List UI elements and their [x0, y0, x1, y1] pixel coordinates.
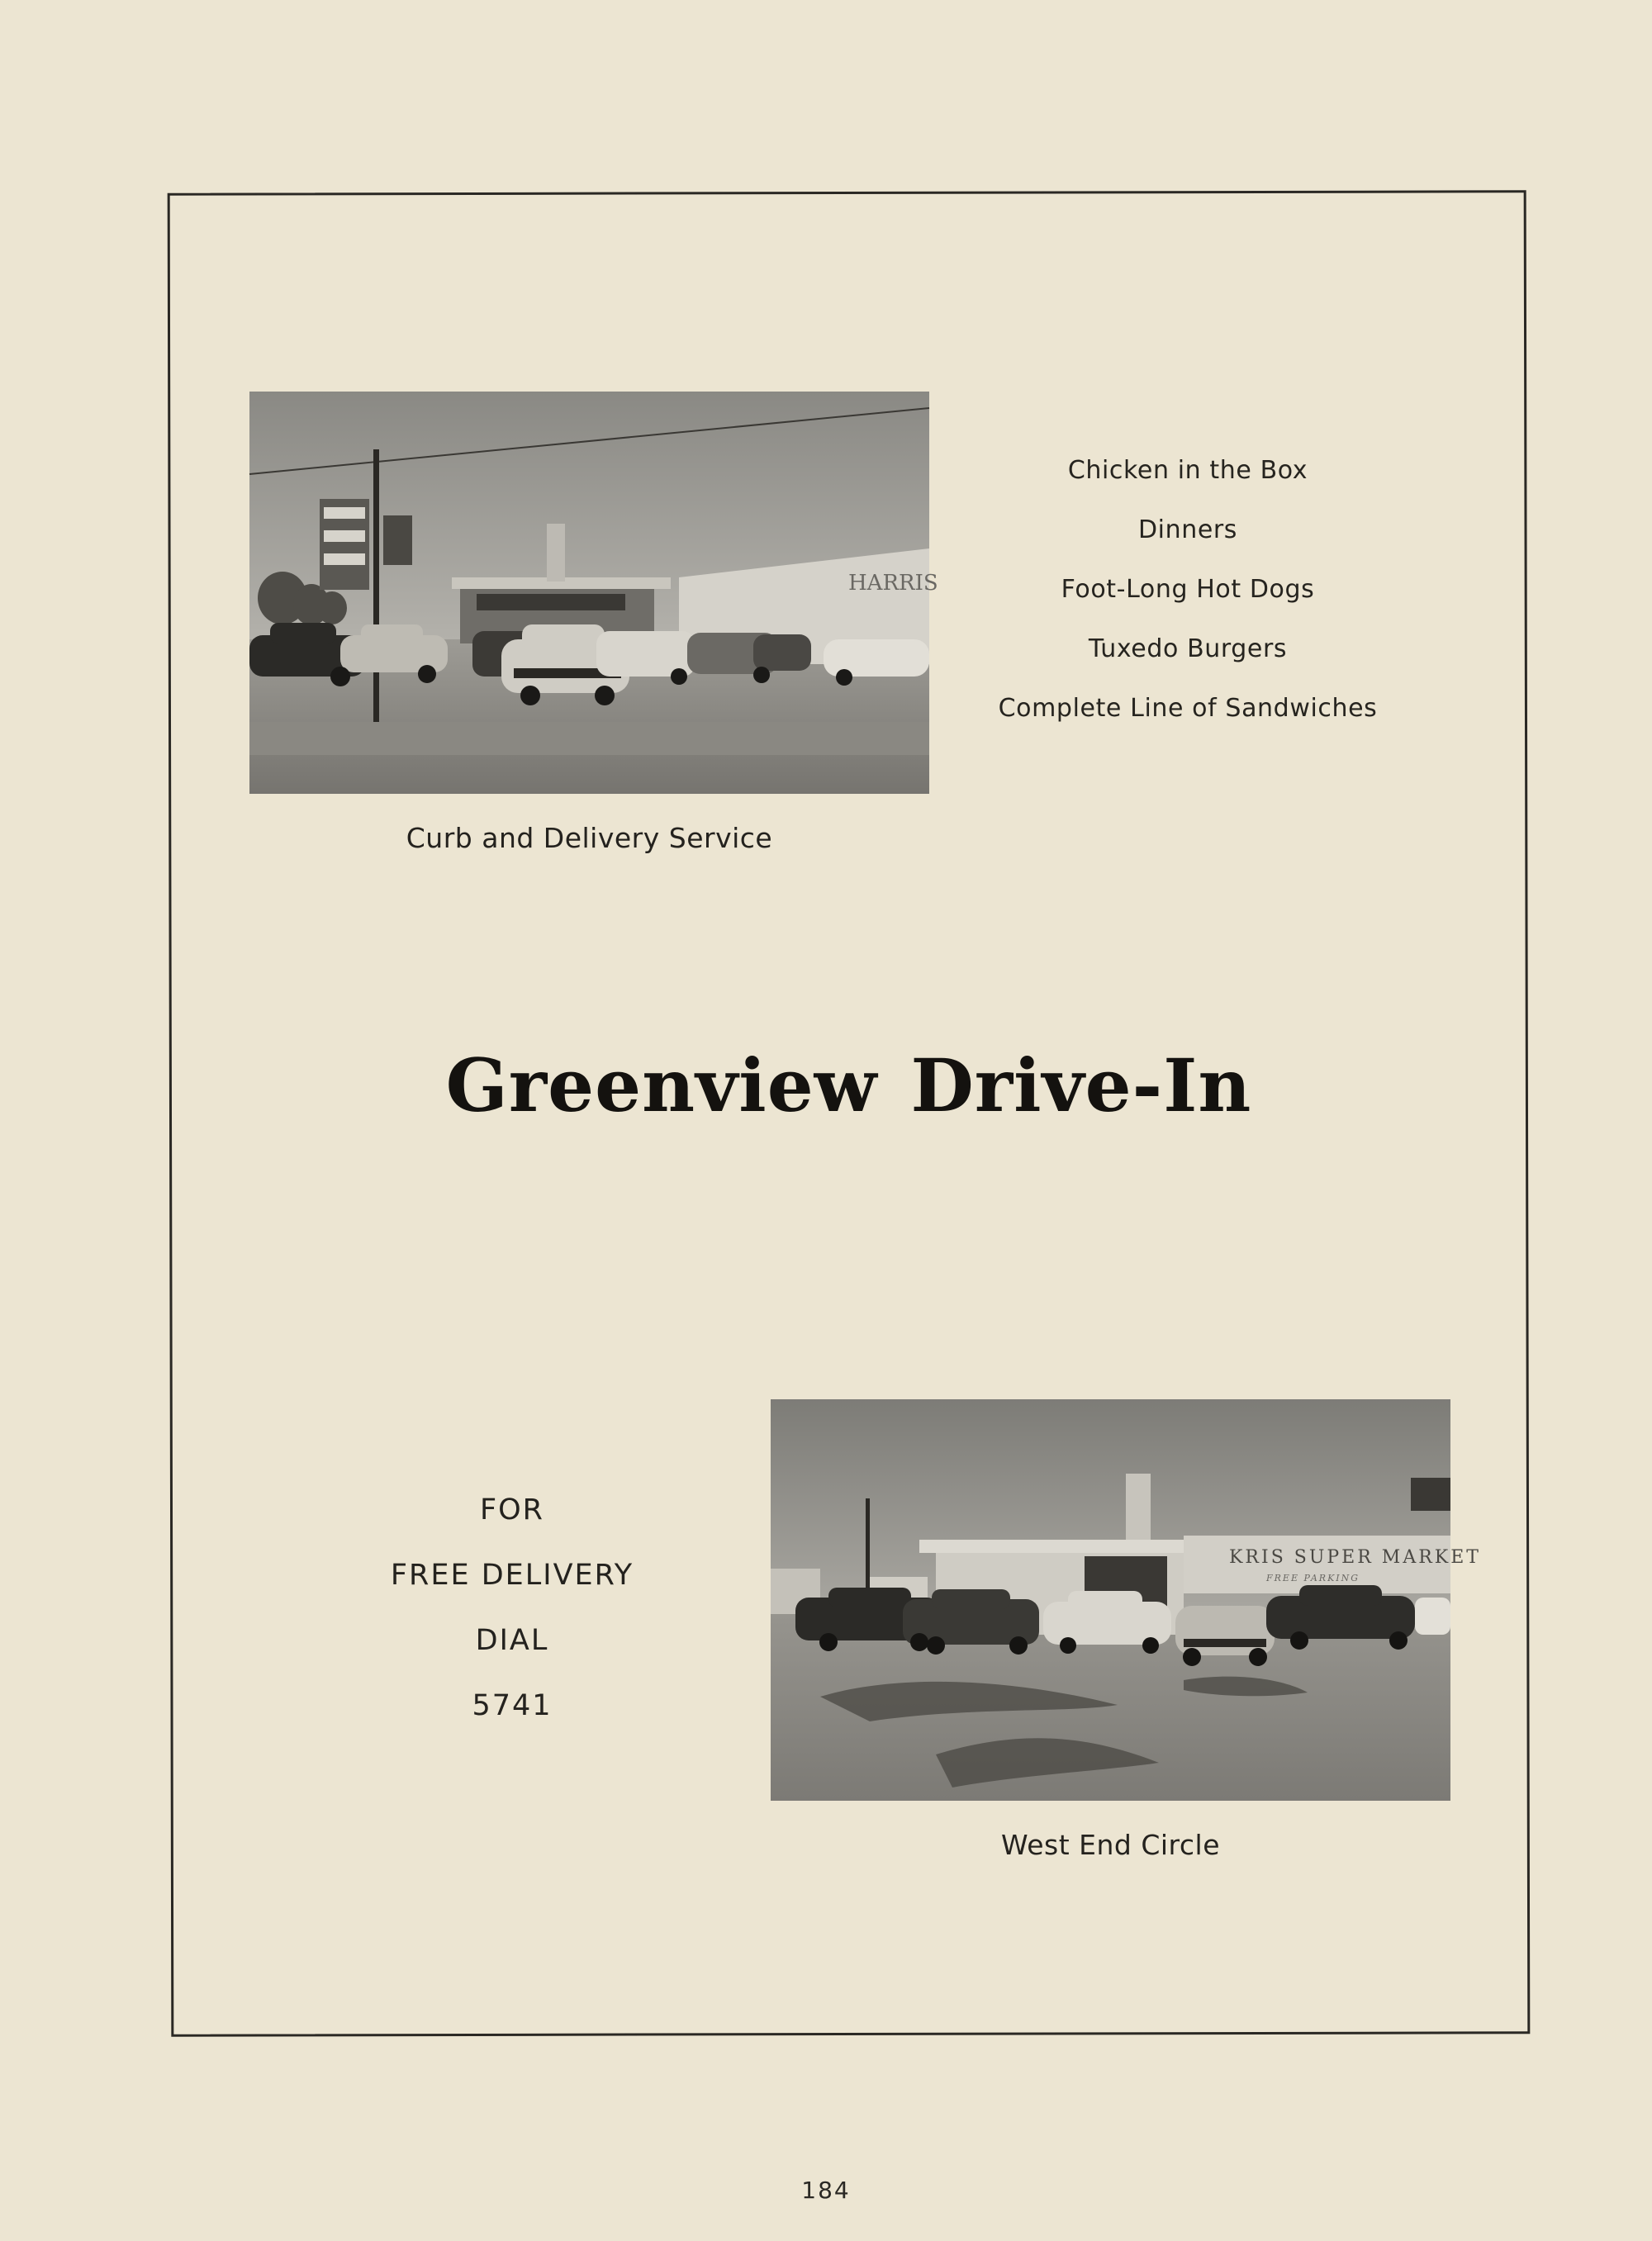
menu-item: Foot-Long Hot Dogs [1061, 575, 1315, 604]
menu-item: Complete Line of Sandwiches [998, 694, 1378, 723]
top-photo-caption: Curb and Delivery Service [406, 822, 773, 854]
supermarket-wall-sign: KRIS SUPER MARKET [1229, 1547, 1481, 1568]
page-number: 184 [801, 2177, 851, 2204]
menu-item: Tuxedo Burgers [1088, 634, 1288, 663]
bottom-photo-caption: West End Circle [1001, 1829, 1220, 1861]
headline-word-greenview: Greenview [445, 1042, 878, 1128]
free-delivery-notice [347, 1492, 677, 1753]
photo-drive-in-curb-service [249, 392, 938, 794]
free-parking-wall-sign: FREE PARKING [1266, 1573, 1360, 1583]
delivery-phone-number: 5741 [472, 1689, 553, 1722]
headline-word-drive-in: Drive-In [910, 1042, 1252, 1128]
delivery-line: FREE DELIVERY [390, 1559, 634, 1592]
menu-item: Chicken in the Box [1067, 456, 1308, 485]
delivery-line: DIAL [475, 1624, 549, 1657]
menu-item: Dinners [1137, 515, 1238, 544]
harris-wall-sign: HARRIS [848, 571, 938, 596]
photo-west-end-circle-drawing [771, 1399, 1481, 1801]
menu-list [958, 453, 1417, 750]
photo-west-end-circle [771, 1399, 1481, 1801]
delivery-line: FOR [480, 1493, 544, 1526]
business-name-headline [169, 1042, 1528, 1128]
photo-drive-in-curb-service-drawing [249, 392, 938, 794]
